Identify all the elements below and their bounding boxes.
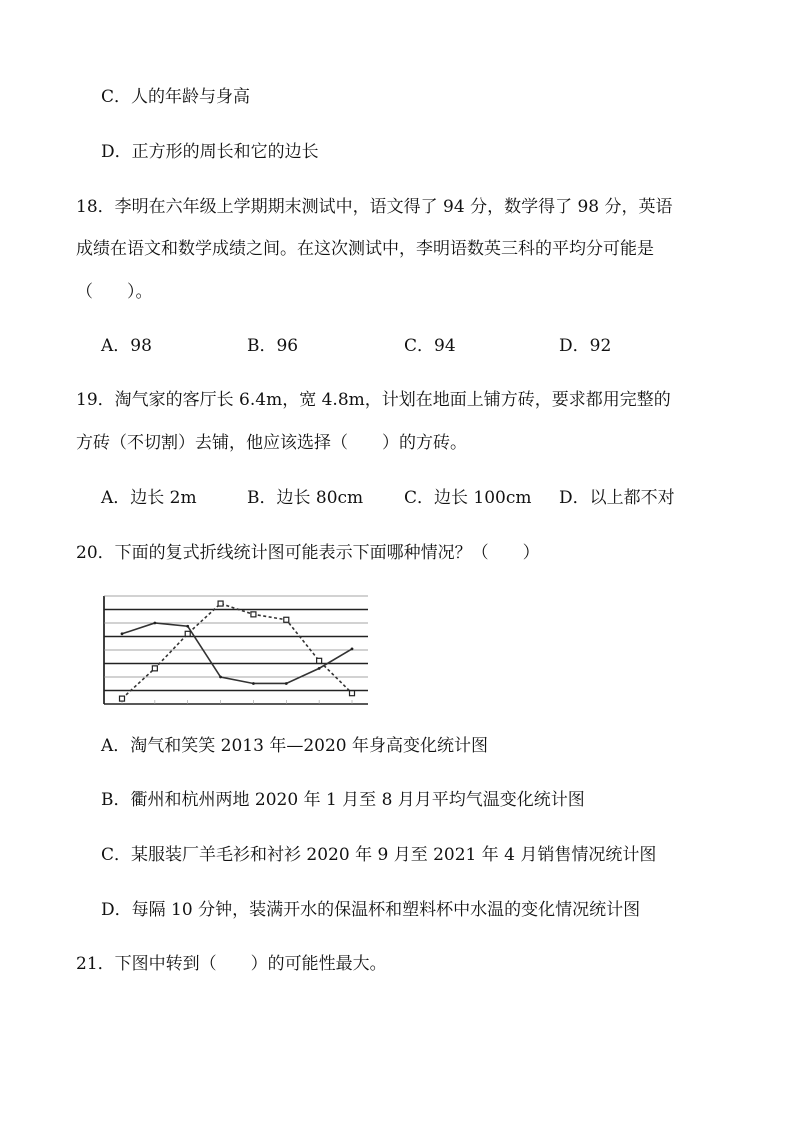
chart-point <box>121 632 124 635</box>
chart-point <box>218 601 223 606</box>
chart-point <box>284 617 289 622</box>
q20-option-a: A．淘气和笑笑 2013 年—2020 年身高变化统计图 <box>101 736 489 756</box>
chart-point <box>285 682 288 685</box>
q18-stem-line-2: 成绩在语文和数学成绩之间。在这次测试中，李明语数英三科的平均分可能是 <box>76 239 654 259</box>
chart-series-line-2 <box>122 604 352 699</box>
q19-option-c: C．边长 100cm <box>404 488 532 508</box>
chart-point <box>219 676 222 679</box>
q18-option-a: A．98 <box>101 336 152 356</box>
q18-option-d: D．92 <box>559 336 612 356</box>
line-chart <box>100 590 372 710</box>
chart-point <box>350 691 355 696</box>
chart-point <box>317 658 322 663</box>
q17-option-c: C．人的年龄与身高 <box>101 87 251 107</box>
chart-point <box>251 612 256 617</box>
q18-stem-line-1: 18．李明在六年级上学期期末测试中，语文得了 94 分，数学得了 98 分，英语 <box>76 197 673 217</box>
q20-option-b: B．衢州和杭州两地 2020 年 1 月至 8 月月平均气温变化统计图 <box>101 790 585 810</box>
chart-point <box>120 696 125 701</box>
q20-option-c: C．某服装厂羊毛衫和衬衫 2020 年 9 月至 2021 年 4 月销售情况统计图 <box>101 845 657 865</box>
chart-point <box>252 682 255 685</box>
chart-grid <box>104 596 368 704</box>
q18-stem-line-3: （ ）。 <box>76 282 153 302</box>
chart-point <box>152 666 157 671</box>
chart-point <box>186 625 189 628</box>
q19-option-d: D．以上都不对 <box>559 488 675 508</box>
q19-option-a: A．边长 2m <box>101 488 197 508</box>
q20-option-d: D．每隔 10 分钟，装满开水的保温杯和塑料杯中水温的变化情况统计图 <box>101 900 641 920</box>
chart-point <box>185 631 190 636</box>
q19-option-b: B．边长 80cm <box>247 488 364 508</box>
q21-stem: 21．下图中转到（ ）的可能性最大。 <box>76 954 387 974</box>
chart-point <box>318 667 321 670</box>
q19-stem-line-2: 方砖（不切割）去铺，他应该选择（ ）的方砖。 <box>76 433 467 453</box>
chart-point <box>351 648 354 651</box>
q18-option-c: C．94 <box>404 336 456 356</box>
chart-point <box>153 622 156 625</box>
chart-series <box>120 601 355 701</box>
q18-option-b: B．96 <box>247 336 299 356</box>
chart-series-line-1 <box>122 623 352 683</box>
q20-stem: 20．下面的复式折线统计图可能表示下面哪种情况？（ ） <box>76 543 540 563</box>
q19-stem-line-1: 19．淘气家的客厅长 6.4m，宽 4.8m，计划在地面上铺方砖，要求都用完整的 <box>76 390 671 410</box>
q17-option-d: D．正方形的周长和它的边长 <box>101 142 319 162</box>
